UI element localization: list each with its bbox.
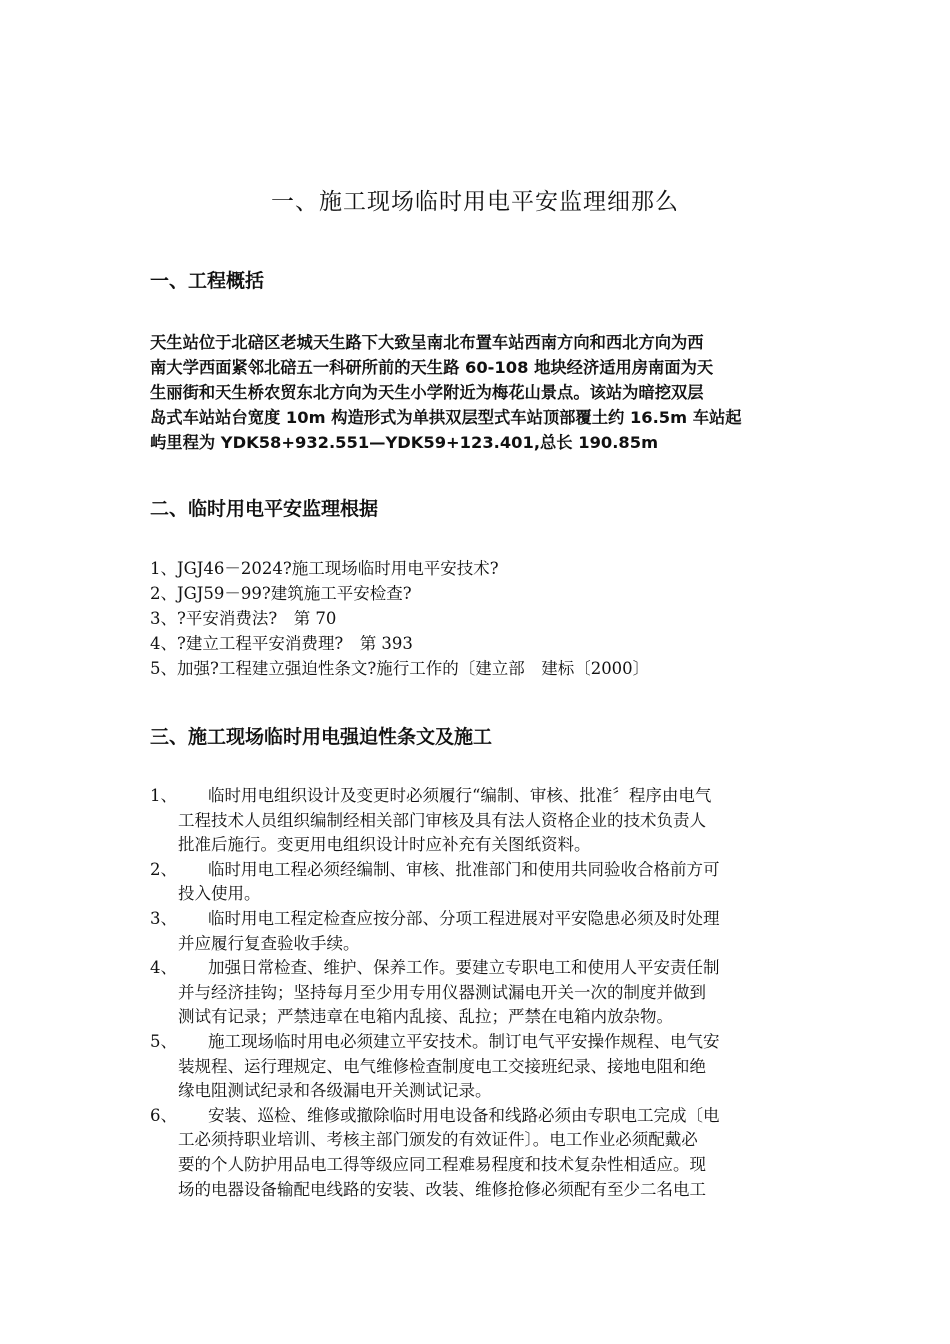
basis-item: 5、加强?工程建立强迫性条文?施行工作的〔建立部 建标〔2000〕	[150, 659, 650, 678]
clause-number: 6、	[150, 1105, 177, 1125]
clause-number: 2、	[150, 859, 177, 879]
clause-line: 工程技术人员组织编制经相关部门审核及具有法人资格企业的技术负责人	[178, 810, 706, 830]
clause-item	[150, 1104, 810, 1202]
clause-line: 测试有记录；严禁违章在电箱内乱接、乱拉；严禁在电箱内放杂物。	[178, 1007, 673, 1027]
clause-line: 加强日常检查、维护、保养工作。要建立专职电工和使用人平安责任制	[208, 958, 720, 978]
clause-line: 临时用电工程定检查应按分部、分项工程进展对平安隐患必须及时处理	[208, 908, 720, 928]
clause-line: 临时用电工程必须经编制、审核、批准部门和使用共同验收合格前方可	[208, 859, 720, 879]
document-title: 一、施工现场临时用电平安监理细那么	[271, 189, 679, 215]
clause-item	[150, 907, 810, 956]
clause-list	[150, 784, 810, 1202]
clause-number: 1、	[150, 786, 177, 805]
clause-item	[150, 956, 810, 1030]
clause-number: 5、	[150, 1031, 177, 1051]
clause-item	[150, 1030, 810, 1104]
clause-line: 装规程、运行理规定、电气维修检查制度电工交接班纪录、接地电阻和绝	[178, 1056, 706, 1076]
clause-line: 缘电阻测试纪录和各级漏电开关测试记录。	[178, 1081, 492, 1101]
clause-line: 施工现场临时用电必须建立平安技术。制订电气平安操作规程、电气安	[208, 1031, 720, 1051]
overview-line: 岛式车站站台宽度 10m 构造形式为单拱双层型式车站顶部覆土约 16.5m 车站起	[150, 408, 742, 427]
clause-line: 场的电器设备输配电线路的安装、改装、维修抢修必须配有至少二名电工	[178, 1179, 706, 1199]
clause-line: 安装、巡检、维修或撤除临时用电设备和线路必须由专职电工完成〔电	[208, 1105, 720, 1125]
overview-paragraph	[150, 330, 810, 455]
clause-item	[150, 784, 810, 858]
overview-line: 生丽街和天生桥农贸东北方向为天生小学附近为梅花山景点。该站为暗挖双层	[150, 383, 704, 402]
basis-list	[150, 556, 810, 681]
basis-item: 1、JGJ46－2024?施工现场临时用电平安技术?	[150, 559, 499, 578]
clause-line: 投入使用。	[178, 884, 261, 904]
clause-line: 并与经济挂钩；坚持每月至少用专用仪器测试漏电开关一次的制度并做到	[178, 982, 706, 1002]
clause-item	[150, 858, 810, 907]
overview-line: 南大学西面紧邻北碚五一科研所前的天生路 60-108 地块经济适用房南面为天	[150, 358, 714, 377]
clause-number: 3、	[150, 908, 177, 928]
basis-item: 2、JGJ59－99?建筑施工平安检查?	[150, 584, 412, 603]
clause-line: 要的个人防护用品电工得等级应同工程难易程度和技术复杂性相适应。现	[178, 1154, 706, 1174]
section-heading-clauses: 三、施工现场临时用电强迫性条文及施工	[150, 726, 493, 748]
clause-line: 临时用电组织设计及变更时必须履行“编制、审核、批准〞程序由电气	[208, 786, 712, 805]
section-heading-overview: 一、工程概括	[150, 270, 265, 292]
clause-number: 4、	[150, 958, 177, 978]
basis-item: 4、?建立工程平安消费理? 第 393	[150, 634, 413, 653]
clause-line: 工必须持职业培训、考核主部门颁发的有效证件〕。电工作业必须配戴必	[178, 1130, 698, 1150]
clause-line: 并应履行复查验收手续。	[178, 933, 360, 953]
clause-line: 批准后施行。变更用电组织设计时应补充有关图纸资料。	[178, 835, 591, 855]
overview-line: 屿里程为 YDK58+932.551—YDK59+123.401,总长 190.85m	[150, 433, 659, 452]
basis-item: 3、?平安消费法? 第 70	[150, 609, 337, 628]
overview-line: 天生站位于北碚区老城天生路下大致呈南北布置车站西南方向和西北方向为西	[150, 333, 704, 352]
section-heading-basis: 二、临时用电平安监理根据	[150, 498, 379, 520]
